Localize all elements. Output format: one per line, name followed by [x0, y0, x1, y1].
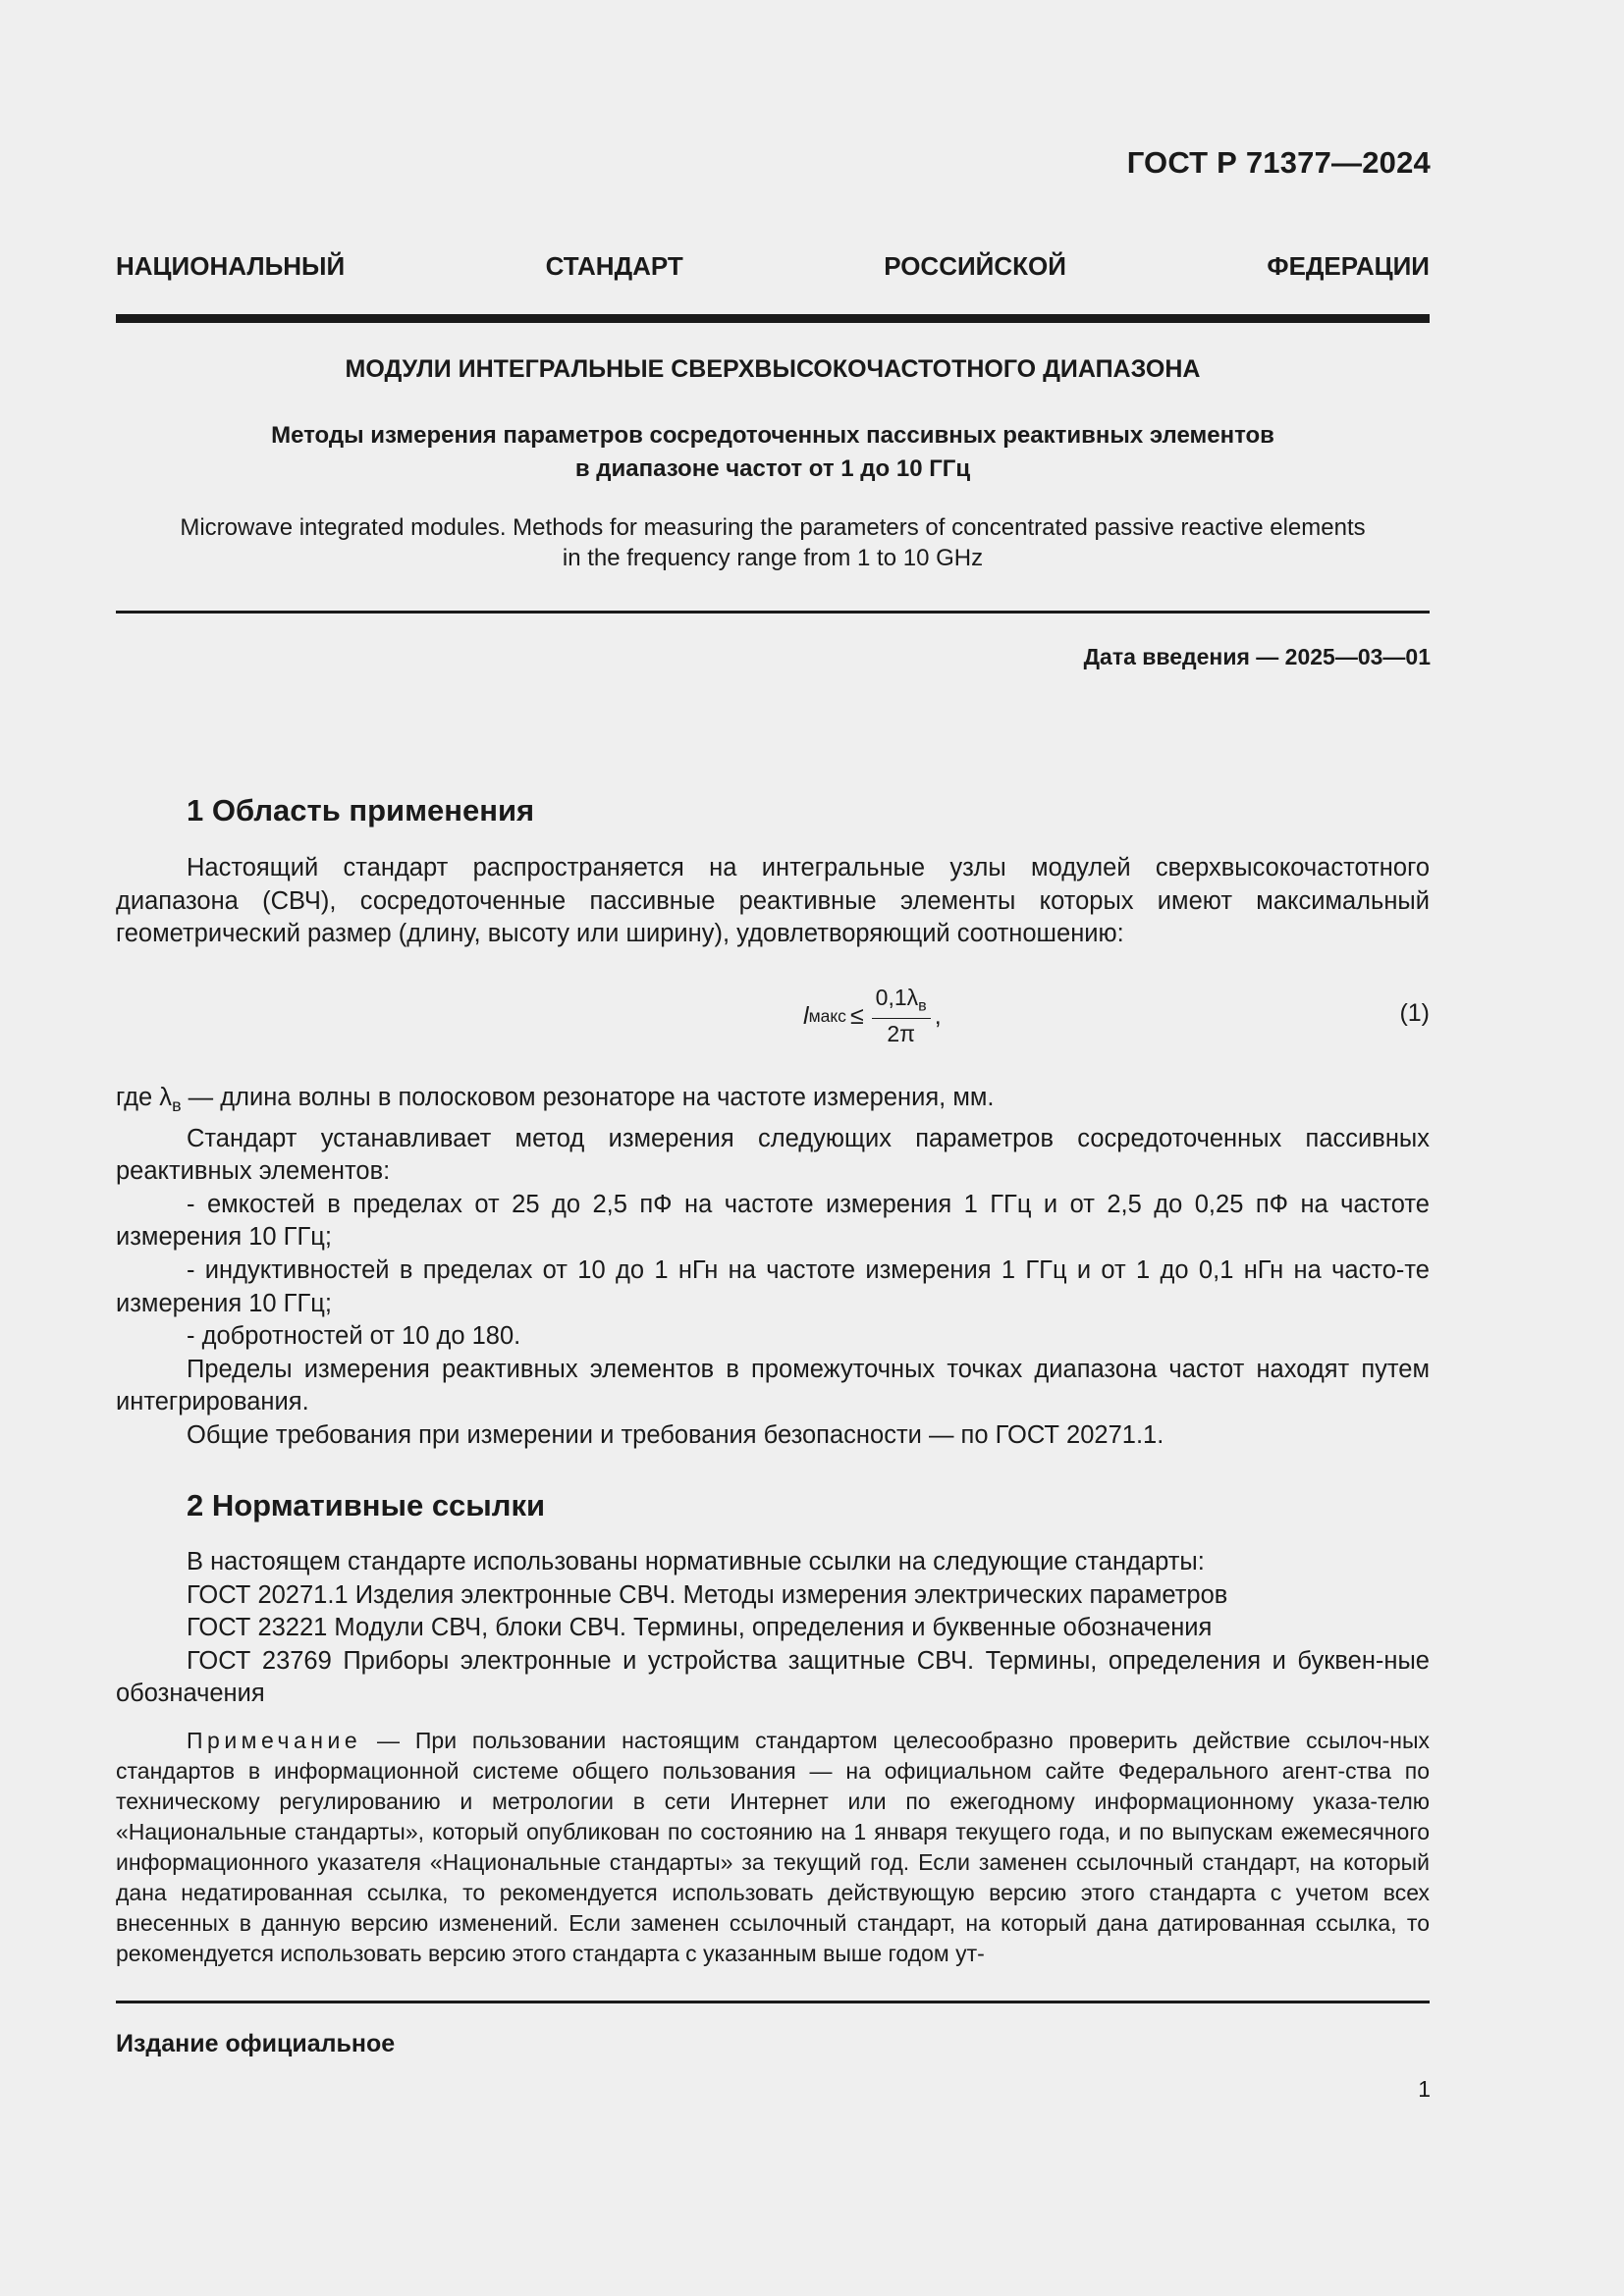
- formula-trail: ,: [934, 1001, 942, 1030]
- paragraph: Общие требования при измерении и требования безопасности — по ГОСТ 20271.1.: [187, 1421, 1164, 1450]
- list-item: - емкостей в пределах от 25 до 2,5 пФ на частоте измерения 1 ГГц и от 2,5 до 0,25 пФ на частоте измерения 10 ГГц;: [116, 1190, 1430, 1252]
- document-number: ГОСТ Р 71377—2024: [1126, 145, 1431, 180]
- subtitle-line: в диапазоне частот от 1 до 10 ГГц: [574, 455, 971, 482]
- formula-lhs-sub: макс: [808, 1005, 846, 1026]
- formula-1: [116, 982, 1430, 1050]
- document-subtitle: [116, 419, 1430, 486]
- note-block: [116, 1726, 1430, 1969]
- section-1-intro: [116, 852, 1430, 951]
- banner-word: ФЕДЕРАЦИИ: [1267, 251, 1430, 281]
- formula-denominator: 2π: [887, 1020, 916, 1046]
- subtitle-line: Методы измерения параметров сосредоточенных пассивных реактивных элементов: [271, 422, 1274, 449]
- reference-item: ГОСТ 23221 Модули СВЧ, блоки СВЧ. Термины, определения и буквенные обозначения: [187, 1614, 1213, 1642]
- english-title-line: Microwave integrated modules. Methods for measuring the parameters of concentrated passive reactive elements: [180, 514, 1366, 541]
- banner-word: РОССИЙСКОЙ: [884, 251, 1066, 281]
- formula-lhs: l: [803, 1001, 809, 1030]
- page-number: 1: [1418, 2076, 1431, 2102]
- section-2-heading: 2 Нормативные ссылки: [187, 1488, 546, 1522]
- english-title-line: in the frequency range from 1 to 10 GHz: [562, 545, 984, 571]
- reference-item: ГОСТ 20271.1 Изделия электронные СВЧ. Методы измерения электрических параметров: [187, 1580, 1228, 1609]
- paragraph: Настоящий стандарт распространяется на интегральные узлы модулей сверхвысокочастотного диапазона (СВЧ), сосредоточенные пассивные реактивные элементы которых имеют максимальный геометрический размер (длину, высоту или ширину), удовлетворяющий соотношению:: [116, 854, 1430, 948]
- title-divider: [116, 611, 1430, 614]
- footer-divider: [116, 2001, 1430, 2003]
- formula-relation: ≤: [849, 1001, 864, 1030]
- formula-numerator-text: 0,1λ: [875, 985, 919, 1011]
- document-title: МОДУЛИ ИНТЕГРАЛЬНЫЕ СВЕРХВЫСОКОЧАСТОТНОГО ДИАПАЗОНА: [345, 355, 1201, 383]
- paragraph: Пределы измерения реактивных элементов в промежуточных точках диапазона частот находят путем интегрирования.: [116, 1355, 1430, 1416]
- where-clause: [116, 1082, 1430, 1123]
- formula-body: [803, 982, 942, 1050]
- formula-numerator: [872, 985, 931, 1019]
- section-1-body: [116, 1082, 1430, 1453]
- where-prefix: где λ: [116, 1084, 173, 1111]
- where-text: — длина волны в полосковом резонаторе на частоте измерения, мм.: [181, 1084, 995, 1111]
- note-text: — При пользовании настоящим стандартом целесообразно проверить действие ссылоч-ных стандартов в информационной системе общего пользования — на официальном сайте Федерального агент-ства по техническому регулированию и метрологии в сети Интернет или по ежегодному информационному указа-телю «Национальные стандарты», который опубликован по состоянию на 1 января текущего года, и по выпускам ежемесячного информационного указателя «Национальные стандарты» за текущий год. Если заменен ссылочный стандарт, на который дана недатированная ссылка, то рекомендуется использовать действующую версию этого стандарта с учетом всех внесенных в данную версию изменений. Если заменен ссылочный стандарт, на который дана датированная ссылка, то рекомендуется использовать версию этого стандарта с указанным выше годом ут-: [116, 1728, 1430, 1966]
- paragraph: Стандарт устанавливает метод измерения следующих параметров сосредоточенных пассивных реактивных элементов:: [116, 1124, 1430, 1186]
- official-edition-label: Издание официальное: [116, 2030, 396, 2057]
- english-title: [116, 512, 1430, 573]
- national-standard-banner: [116, 251, 1430, 282]
- list-item: - добротностей от 10 до 180.: [187, 1322, 521, 1351]
- reference-item: ГОСТ 23769 Приборы электронные и устройства защитные СВЧ. Термины, определения и буквен-ные обозначения: [116, 1646, 1430, 1708]
- list-item: - индуктивностей в пределах от 10 до 1 нГн на частоте измерения 1 ГГц и от 1 до 0,1 нГн на часто-те измерения 10 ГГц;: [116, 1256, 1430, 1317]
- header-divider: [116, 314, 1430, 323]
- formula-number: (1): [1399, 999, 1430, 1027]
- banner-word: НАЦИОНАЛЬНЫЙ: [116, 251, 346, 281]
- introduction-date: Дата введения — 2025—03—01: [1083, 644, 1431, 669]
- formula-numerator-sub: в: [918, 996, 927, 1015]
- paragraph: В настоящем стандарте использованы нормативные ссылки на следующие стандарты:: [187, 1548, 1205, 1575]
- formula-fraction: [872, 985, 931, 1047]
- section-2-body: [116, 1546, 1430, 1711]
- note-paragraph: [116, 1726, 1430, 1969]
- where-sub: в: [172, 1095, 182, 1116]
- section-1-heading: 1 Область применения: [187, 793, 535, 828]
- banner-word: СТАНДАРТ: [545, 251, 683, 281]
- note-label: Примечание: [187, 1728, 362, 1753]
